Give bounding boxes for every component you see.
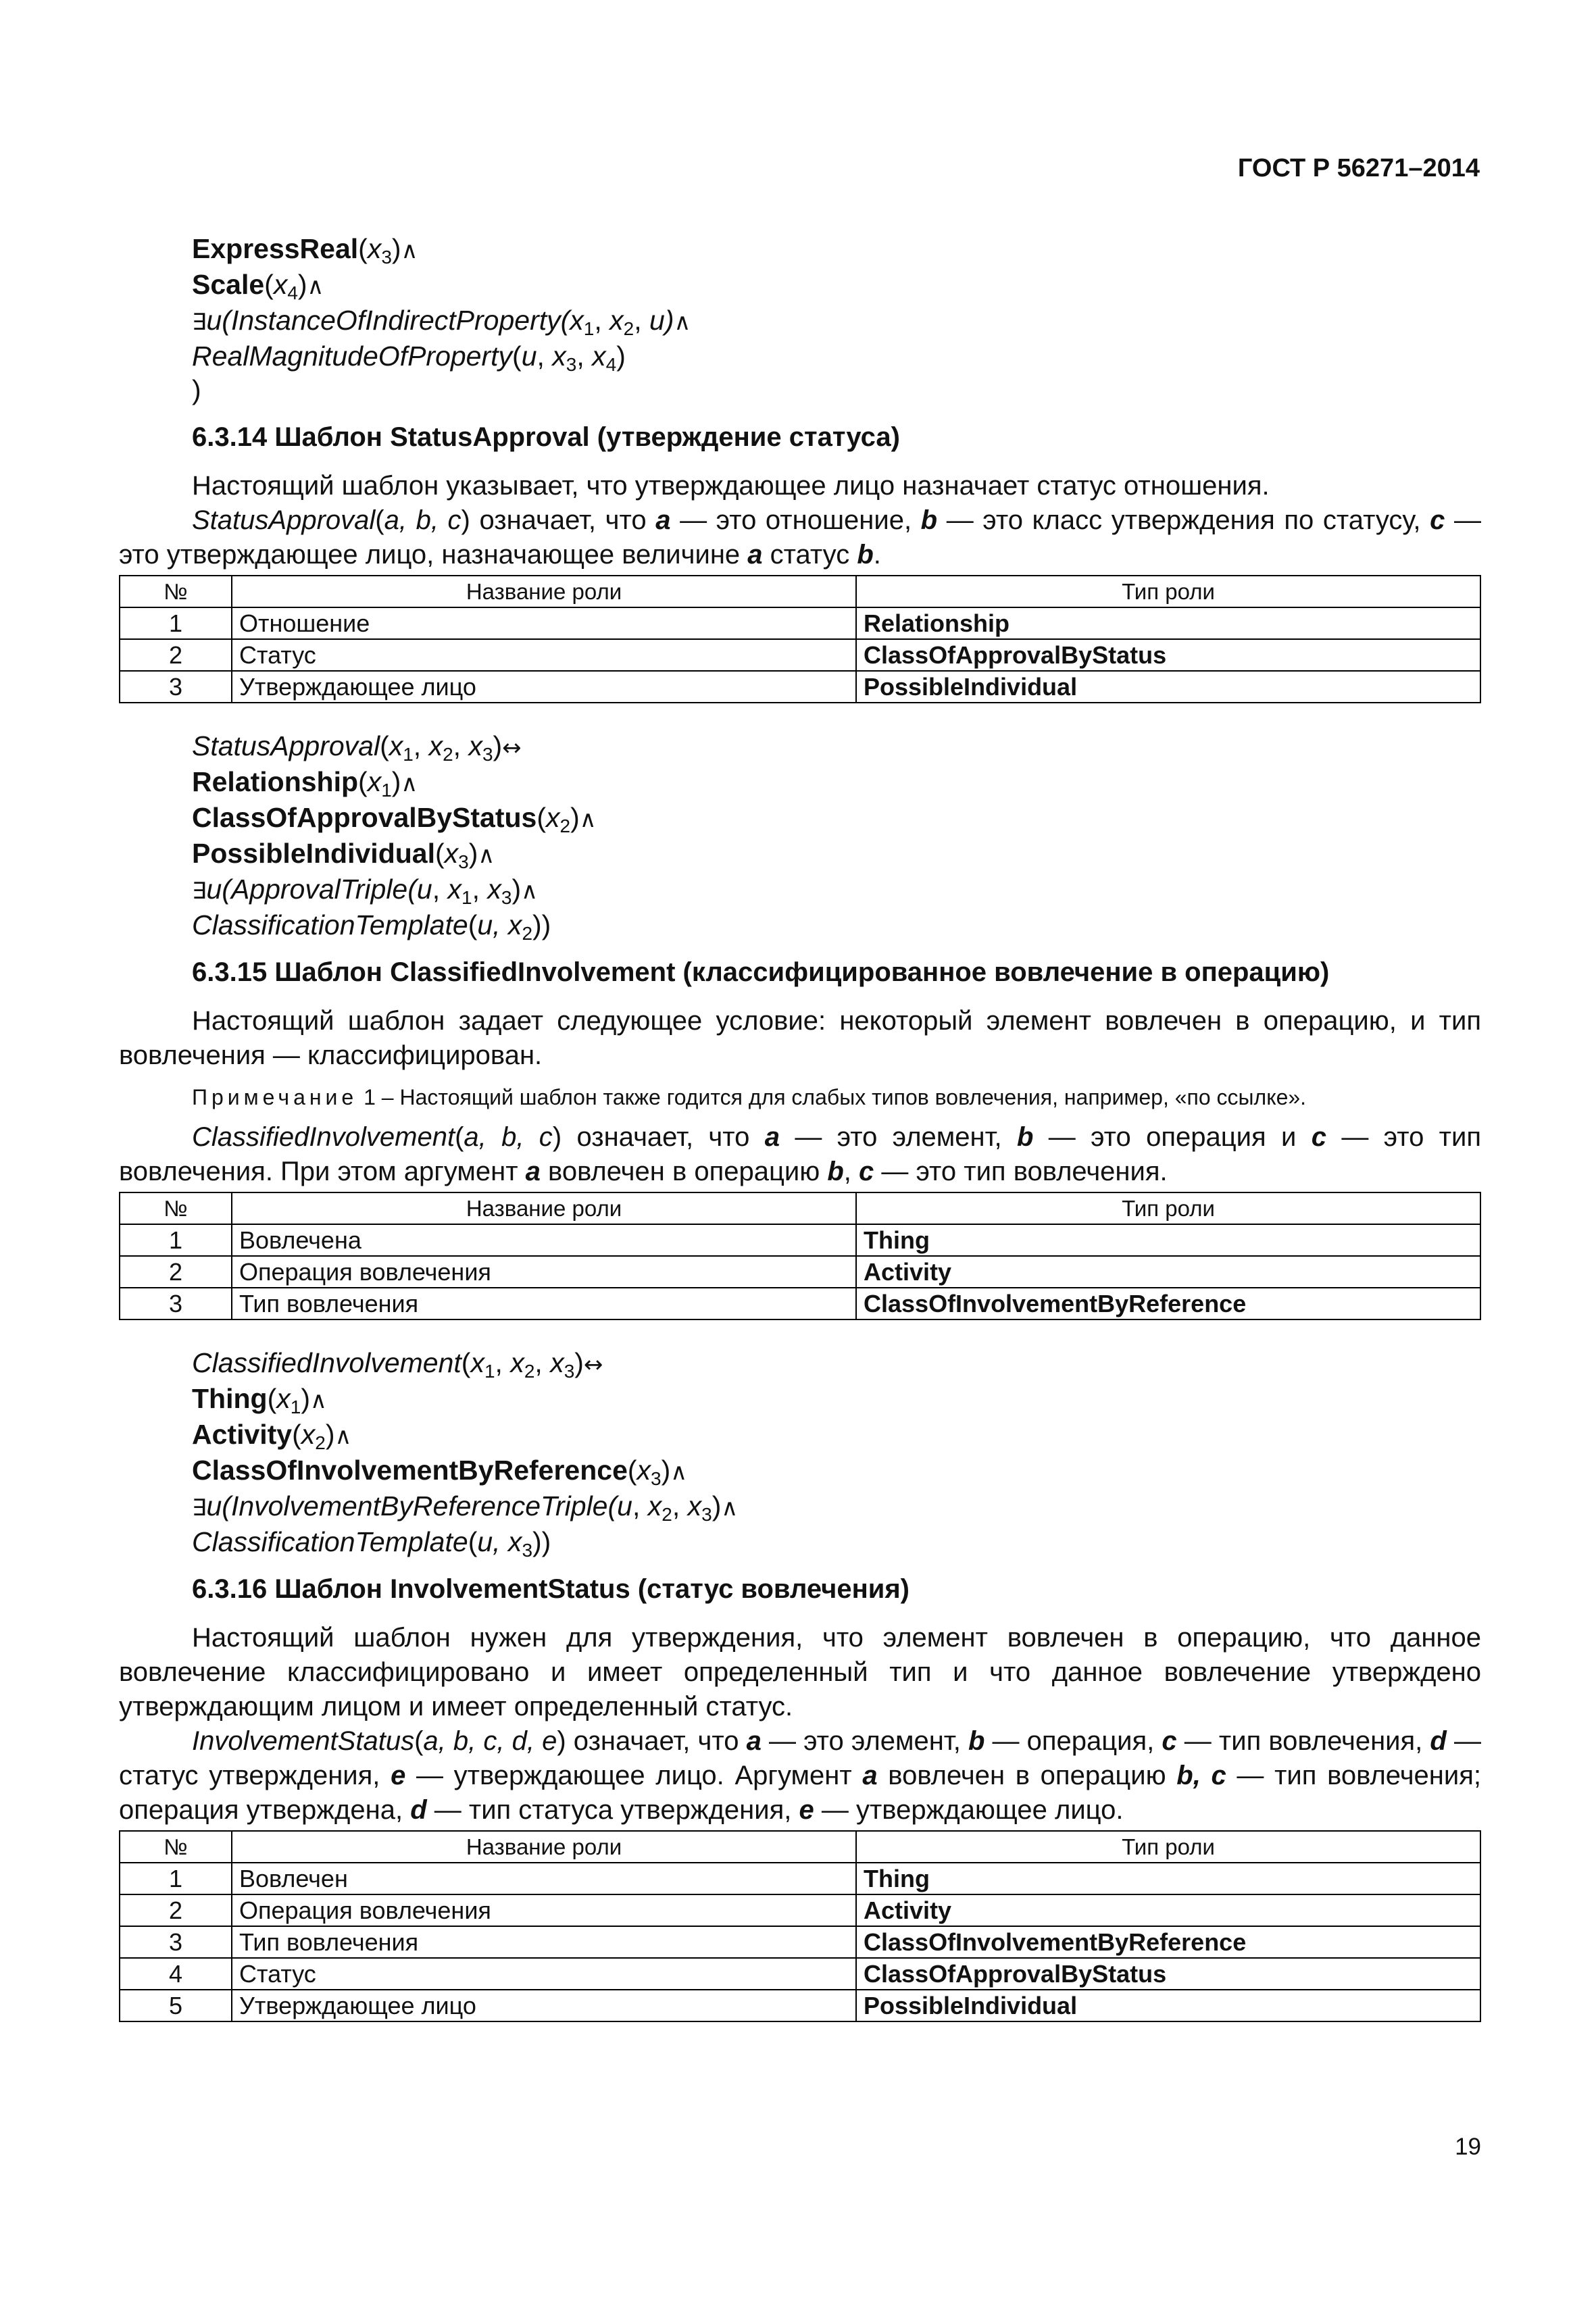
text-run: ( bbox=[627, 1455, 637, 1486]
text-run: ( bbox=[512, 341, 522, 372]
table-cell: 2 bbox=[120, 1256, 232, 1288]
text-run: ∃ bbox=[192, 309, 207, 336]
text-run: , bbox=[632, 1490, 648, 1521]
bold-italic-text: a bbox=[747, 540, 763, 570]
table-cell: 1 bbox=[120, 1863, 232, 1894]
formula-block bbox=[119, 232, 1481, 407]
text-run: ) bbox=[616, 341, 626, 372]
column-header: Тип роли bbox=[856, 1831, 1480, 1863]
text-run: ) bbox=[301, 1383, 310, 1414]
text-run: — статус утверждения, bbox=[119, 1726, 1481, 1790]
text-run: — это класс утверждения по статусу, bbox=[937, 505, 1430, 535]
text-run: x bbox=[647, 1490, 662, 1521]
column-header: № bbox=[120, 576, 232, 607]
template-section bbox=[119, 955, 1481, 1559]
text-run: ) bbox=[512, 874, 522, 905]
text-run: — это элемент, bbox=[761, 1726, 968, 1756]
text-run: ) bbox=[468, 838, 478, 869]
text-run: 1 bbox=[462, 887, 472, 908]
text-run: ) bbox=[712, 1490, 722, 1521]
text-run: )) bbox=[532, 909, 551, 940]
text-run: u) bbox=[649, 305, 674, 336]
table-cell: Отношение bbox=[232, 607, 856, 639]
table-cell: Activity bbox=[856, 1256, 1480, 1288]
formula-line bbox=[119, 729, 1481, 765]
text-run: InvolvementStatus bbox=[192, 1726, 415, 1756]
text-run: StatusApproval bbox=[192, 730, 380, 761]
text-run: ( bbox=[455, 1122, 464, 1152]
formula-line bbox=[119, 232, 1481, 268]
formula-line bbox=[119, 1382, 1481, 1417]
text-run: x bbox=[367, 233, 382, 264]
paragraph bbox=[119, 1621, 1481, 1724]
text-run: , bbox=[594, 305, 610, 336]
text-run: вовлечен в операцию bbox=[877, 1761, 1177, 1790]
paragraph bbox=[119, 1004, 1481, 1073]
text-run: ( bbox=[468, 1526, 478, 1557]
text-run: — тип вовлечения, bbox=[1176, 1726, 1430, 1756]
text-run: 3 bbox=[458, 851, 469, 872]
formula-line bbox=[119, 1525, 1481, 1559]
text-run: ( bbox=[375, 505, 384, 535]
bold-italic-text: e bbox=[799, 1795, 814, 1825]
formula-line bbox=[119, 1489, 1481, 1525]
text-run: Настоящий шаблон нужен для утверждения, что элемент вовлечен в операцию, что данное вовлечение классифицировано и имеет определенный тип и что данное вовлечение утверждено утверждающим лицом и имеет определенный статус. bbox=[119, 1623, 1481, 1721]
text-run: ( bbox=[292, 1419, 301, 1450]
text-run: 1 bbox=[583, 318, 595, 339]
text-run: ( bbox=[461, 1347, 471, 1378]
table-cell: Тип вовлечения bbox=[232, 1926, 856, 1958]
text-run: ) bbox=[570, 802, 580, 833]
text-run: 3 bbox=[566, 354, 577, 375]
note bbox=[119, 1082, 1481, 1112]
text-run: u bbox=[416, 874, 432, 905]
text-run: 2 bbox=[559, 815, 571, 836]
text-run: ↔ bbox=[502, 734, 522, 761]
text-run: ClassifiedInvolvement bbox=[192, 1122, 455, 1152]
text-run: , bbox=[843, 1157, 859, 1186]
bold-italic-text: a bbox=[655, 505, 671, 535]
bold-italic-text: b bbox=[968, 1726, 985, 1756]
table-cell: Статус bbox=[232, 639, 856, 671]
table-row bbox=[120, 1863, 1480, 1894]
table-cell: 3 bbox=[120, 1288, 232, 1319]
text-run: , bbox=[472, 874, 488, 905]
text-run: — это элемент, bbox=[779, 1122, 1017, 1152]
bold-italic-text: a bbox=[764, 1122, 780, 1152]
template-section bbox=[119, 420, 1481, 942]
text-run: x bbox=[609, 305, 624, 336]
text-run: ∧ bbox=[478, 842, 495, 869]
column-header: № bbox=[120, 1192, 232, 1224]
text-run: x bbox=[273, 269, 288, 300]
text-run: 2 bbox=[522, 923, 533, 944]
column-header: Название роли bbox=[232, 576, 856, 607]
bold-italic-text: a bbox=[525, 1157, 541, 1186]
text-run: — тип вовлечения; операция утверждена, bbox=[119, 1761, 1482, 1825]
formula-line bbox=[119, 872, 1481, 908]
section-heading: 6.3.16 Шаблон InvolvementStatus (статус вовлечения) bbox=[192, 1574, 909, 1604]
text-run: x bbox=[637, 1455, 651, 1486]
page-content bbox=[119, 232, 1481, 2048]
text-run: ) bbox=[325, 1419, 335, 1450]
bold-italic-text: a bbox=[746, 1726, 762, 1756]
text-run: , bbox=[537, 341, 553, 372]
table-row bbox=[120, 1990, 1480, 2021]
table-cell: Вовлечен bbox=[232, 1863, 856, 1894]
text-run: x bbox=[550, 1347, 564, 1378]
table-header-row bbox=[120, 576, 1480, 607]
bold-italic-text: e bbox=[391, 1761, 406, 1790]
text-run: Thing bbox=[192, 1383, 268, 1414]
column-header: Название роли bbox=[232, 1831, 856, 1863]
paragraph bbox=[119, 1724, 1481, 1828]
formula-line bbox=[119, 1417, 1481, 1453]
text-run: ClassifiedInvolvement bbox=[192, 1347, 462, 1378]
text-run: x bbox=[447, 874, 462, 905]
table-cell: Relationship bbox=[856, 607, 1480, 639]
text-run: , bbox=[453, 730, 469, 761]
text-run: ( bbox=[434, 838, 445, 869]
roles-table bbox=[119, 1830, 1481, 2022]
table-cell: ClassOfInvolvementByReference bbox=[856, 1288, 1480, 1319]
formula-line bbox=[119, 268, 1481, 303]
text-run: ∧ bbox=[721, 1494, 739, 1521]
text-run: 3 bbox=[501, 887, 512, 908]
table-cell: 2 bbox=[120, 639, 232, 671]
table-cell: ClassOfInvolvementByReference bbox=[856, 1926, 1480, 1958]
text-run: 3 bbox=[651, 1468, 662, 1489]
table-cell: 4 bbox=[120, 1958, 232, 1990]
text-run: 2 bbox=[524, 1361, 535, 1382]
formula-line bbox=[119, 1346, 1481, 1382]
table-cell: Thing bbox=[856, 1863, 1480, 1894]
text-run: a, b, c bbox=[384, 505, 462, 535]
text-run: ClassOfApprovalByStatus bbox=[192, 802, 537, 833]
text-run: , bbox=[432, 874, 448, 905]
text-run: ∧ bbox=[309, 1387, 327, 1414]
text-run: x bbox=[546, 802, 560, 833]
text-run: ∃ bbox=[192, 878, 207, 905]
formula-line bbox=[119, 836, 1481, 872]
table-cell: 5 bbox=[120, 1990, 232, 2021]
text-run: x bbox=[687, 1490, 702, 1521]
sections bbox=[119, 420, 1481, 2022]
text-run: ) bbox=[297, 269, 307, 300]
text-run: статус bbox=[762, 540, 857, 570]
bold-italic-text: b bbox=[1016, 1122, 1034, 1152]
table-cell: ClassOfApprovalByStatus bbox=[856, 639, 1480, 671]
table-cell: Вовлечена bbox=[232, 1224, 856, 1256]
table-cell: PossibleIndividual bbox=[856, 671, 1480, 703]
text-run: — это тип вовлечения. При этом аргумент bbox=[119, 1122, 1481, 1186]
page-number: 19 bbox=[1455, 2134, 1481, 2160]
text-run: , bbox=[576, 341, 593, 372]
text-run: ClassificationTemplate bbox=[192, 909, 468, 940]
text-run: u(InstanceOfIndirectProperty(x bbox=[206, 305, 584, 336]
text-run: u bbox=[521, 341, 537, 372]
text-run: ↔ bbox=[583, 1351, 603, 1378]
text-run: , bbox=[495, 1347, 511, 1378]
text-run: x bbox=[487, 874, 501, 905]
formula-line bbox=[119, 339, 1481, 373]
table-cell: ClassOfApprovalByStatus bbox=[856, 1958, 1480, 1990]
bold-italic-text: c bbox=[1162, 1726, 1177, 1756]
column-header: Тип роли bbox=[856, 576, 1480, 607]
column-header: Название роли bbox=[232, 1192, 856, 1224]
text-run: x bbox=[468, 730, 482, 761]
text-run: x bbox=[389, 730, 403, 761]
formula-line bbox=[119, 373, 1481, 407]
formula-line bbox=[119, 801, 1481, 836]
text-run: u(InvolvementByReferenceTriple( bbox=[206, 1490, 618, 1521]
note-text: 1 – Настоящий шаблон также годится для слабых типов вовлечения, например, «по ссылке». bbox=[357, 1085, 1307, 1109]
paragraph bbox=[119, 1120, 1481, 1189]
text-run: , bbox=[413, 730, 429, 761]
table-row bbox=[120, 607, 1480, 639]
text-run: — утверждающее лицо. bbox=[814, 1795, 1124, 1825]
table-cell: Статус bbox=[232, 1958, 856, 1990]
bold-italic-text: b bbox=[827, 1157, 844, 1186]
table-cell: 1 bbox=[120, 607, 232, 639]
text-run: — это утверждающее лицо, назначающее величине bbox=[119, 505, 1481, 570]
table-cell: Thing bbox=[856, 1224, 1480, 1256]
text-run: ∃ bbox=[192, 1494, 207, 1521]
formula-block bbox=[119, 729, 1481, 942]
text-run: — это отношение, bbox=[670, 505, 921, 535]
text-run: 3 bbox=[381, 247, 392, 268]
formula-line bbox=[119, 1453, 1481, 1489]
table-cell: Утверждающее лицо bbox=[232, 671, 856, 703]
column-header: Тип роли bbox=[856, 1192, 1480, 1224]
text-run: a, b, c, d, e bbox=[423, 1726, 557, 1756]
text-run: 3 bbox=[522, 1540, 533, 1561]
table-cell: PossibleIndividual bbox=[856, 1990, 1480, 2021]
text-run: , bbox=[634, 305, 650, 336]
text-run: a, b, c bbox=[464, 1122, 553, 1152]
text-run: ∧ bbox=[670, 1459, 688, 1486]
bold-italic-text: a bbox=[862, 1761, 878, 1790]
table-cell: 3 bbox=[120, 671, 232, 703]
text-run: Scale bbox=[192, 269, 265, 300]
text-run: 3 bbox=[564, 1361, 575, 1382]
formula-line bbox=[119, 303, 1481, 339]
roles-table bbox=[119, 575, 1481, 703]
table-cell: Утверждающее лицо bbox=[232, 1990, 856, 2021]
text-run: 3 bbox=[482, 744, 493, 765]
text-run: x bbox=[552, 341, 566, 372]
text-run: u bbox=[617, 1490, 632, 1521]
text-run: ∧ bbox=[401, 770, 418, 797]
text-run: ∧ bbox=[401, 237, 418, 264]
text-run: x bbox=[510, 1347, 524, 1378]
text-run: ( bbox=[358, 233, 368, 264]
table-cell: Операция вовлечения bbox=[232, 1894, 856, 1926]
section-heading: 6.3.14 Шаблон StatusApproval (утверждение статуса) bbox=[192, 422, 900, 452]
text-run: x bbox=[276, 1383, 291, 1414]
note-label: Примечание bbox=[192, 1085, 358, 1109]
text-run: ∧ bbox=[674, 309, 691, 336]
text-run: x bbox=[367, 766, 382, 797]
text-run: x bbox=[592, 341, 606, 372]
text-run: )) bbox=[532, 1526, 551, 1557]
table-row bbox=[120, 1894, 1480, 1926]
text-run: , bbox=[672, 1490, 688, 1521]
bold-italic-text: d bbox=[1430, 1726, 1447, 1756]
text-run: x bbox=[301, 1419, 316, 1450]
template-section bbox=[119, 1572, 1481, 2022]
text-run: Relationship bbox=[192, 766, 359, 797]
text-run: PossibleIndividual bbox=[192, 838, 435, 869]
formula-block bbox=[119, 1346, 1481, 1559]
text-run: x bbox=[470, 1347, 484, 1378]
bold-italic-text: c bbox=[859, 1157, 874, 1186]
text-run: ( bbox=[537, 802, 547, 833]
text-run: ( bbox=[264, 269, 274, 300]
text-run: ) означает, что bbox=[461, 505, 656, 535]
bold-italic-text: b bbox=[920, 505, 938, 535]
text-run: — тип статуса утверждения, bbox=[426, 1795, 799, 1825]
text-run: 1 bbox=[290, 1397, 301, 1417]
text-run: 1 bbox=[403, 744, 414, 765]
text-run: ) bbox=[574, 1347, 584, 1378]
table-row bbox=[120, 1926, 1480, 1958]
table-cell: Activity bbox=[856, 1894, 1480, 1926]
table-header-row bbox=[120, 1192, 1480, 1224]
text-run: — это операция и bbox=[1033, 1122, 1312, 1152]
paragraph bbox=[119, 503, 1481, 572]
text-run: ) bbox=[391, 766, 401, 797]
table-row bbox=[120, 1224, 1480, 1256]
text-run: 2 bbox=[662, 1504, 672, 1525]
text-run: ( bbox=[380, 730, 389, 761]
table-cell: 2 bbox=[120, 1894, 232, 1926]
column-header: № bbox=[120, 1831, 232, 1863]
text-run: ∧ bbox=[579, 806, 597, 833]
roles-table bbox=[119, 1192, 1481, 1320]
table-row bbox=[120, 1288, 1480, 1319]
formula-line bbox=[119, 908, 1481, 942]
text-run: ClassOfInvolvementByReference bbox=[192, 1455, 628, 1486]
table-row bbox=[120, 1256, 1480, 1288]
text-run: ) означает, что bbox=[557, 1726, 747, 1756]
text-run: 2 bbox=[443, 744, 453, 765]
bold-italic-text: d bbox=[410, 1795, 427, 1825]
text-run: 3 bbox=[701, 1504, 712, 1525]
bold-italic-text: b, c bbox=[1176, 1761, 1226, 1790]
text-run: ) bbox=[391, 233, 401, 264]
text-run: ∧ bbox=[521, 878, 538, 905]
table-cell: Тип вовлечения bbox=[232, 1288, 856, 1319]
text-run: ExpressReal bbox=[192, 233, 359, 264]
text-run: Настоящий шаблон задает следующее условие: некоторый элемент вовлечен в операцию, и тип вовлечения — классифицирован. bbox=[119, 1006, 1481, 1070]
text-run: ∧ bbox=[334, 1423, 352, 1450]
section-heading: 6.3.15 Шаблон ClassifiedInvolvement (классифицированное вовлечение в операцию) bbox=[192, 957, 1330, 987]
bold-italic-text: c bbox=[1430, 505, 1445, 535]
table-row bbox=[120, 671, 1480, 703]
text-run: ( bbox=[267, 1383, 277, 1414]
text-run: ) bbox=[661, 1455, 671, 1486]
text-run: — утверждающее лицо. Аргумент bbox=[405, 1761, 863, 1790]
text-run: 2 bbox=[315, 1432, 326, 1453]
text-run: 4 bbox=[605, 354, 617, 375]
text-run: ) bbox=[493, 730, 503, 761]
doc-header: ГОСТ Р 56271–2014 bbox=[1237, 154, 1480, 182]
text-run: RealMagnitudeOfProperty bbox=[192, 341, 513, 372]
text-run: ( bbox=[414, 1726, 424, 1756]
text-run: ( bbox=[358, 766, 368, 797]
text-run: StatusApproval bbox=[192, 505, 376, 535]
text-run: 1 bbox=[484, 1361, 495, 1382]
text-run: 2 bbox=[623, 318, 634, 339]
table-cell: 3 bbox=[120, 1926, 232, 1958]
text-run: ∧ bbox=[307, 273, 324, 300]
text-run: . bbox=[873, 540, 881, 570]
text-run: ) bbox=[192, 374, 201, 405]
table-row bbox=[120, 1958, 1480, 1990]
text-run: x bbox=[444, 838, 459, 869]
table-row bbox=[120, 639, 1480, 671]
table-header-row bbox=[120, 1831, 1480, 1863]
paragraph bbox=[119, 469, 1481, 503]
table-cell: Операция вовлечения bbox=[232, 1256, 856, 1288]
bold-italic-text: c bbox=[1311, 1122, 1326, 1152]
text-run: — это тип вовлечения. bbox=[874, 1157, 1168, 1186]
text-run: u(ApprovalTriple( bbox=[206, 874, 417, 905]
text-run: вовлечен в операцию bbox=[540, 1157, 828, 1186]
text-run: , bbox=[534, 1347, 551, 1378]
bold-italic-text: b bbox=[857, 540, 874, 570]
formula-line bbox=[119, 765, 1481, 801]
text-run: — операция, bbox=[984, 1726, 1162, 1756]
text-run: Настоящий шаблон указывает, что утверждающее лицо назначает статус отношения. bbox=[192, 471, 1270, 501]
text-run: ) означает, что bbox=[552, 1122, 765, 1152]
text-run: 1 bbox=[381, 780, 392, 801]
text-run: u, x bbox=[477, 909, 522, 940]
table-cell: 1 bbox=[120, 1224, 232, 1256]
text-run: ClassificationTemplate bbox=[192, 1526, 468, 1557]
text-run: u, x bbox=[477, 1526, 522, 1557]
text-run: x bbox=[428, 730, 443, 761]
text-run: Activity bbox=[192, 1419, 293, 1450]
text-run: 4 bbox=[287, 282, 298, 303]
text-run: ( bbox=[468, 909, 478, 940]
